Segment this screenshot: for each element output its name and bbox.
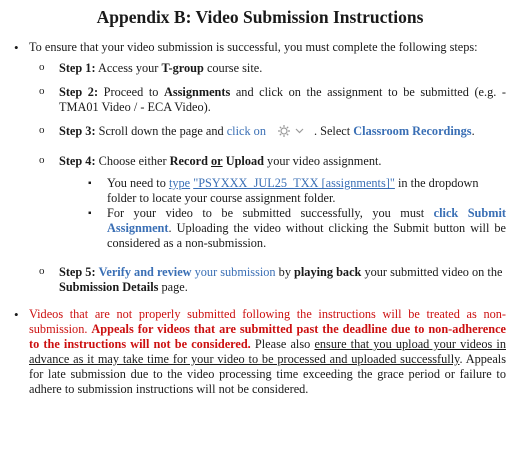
or-term: or — [211, 154, 223, 169]
playing-back-term: playing back — [294, 265, 362, 280]
warning-red-text: Videos that are not properly submitted following the instructions will be treated as non-submission. — [29, 307, 506, 337]
gear-icon — [276, 124, 306, 140]
click-submit-assignment-term: click Submit Assignment — [107, 206, 506, 236]
step-2-text-end: and click on the assignment to be submitted (e.g. - TMA01 Video / - ECA Video). — [59, 85, 506, 114]
warning-item — [14, 307, 506, 397]
step-5-text-mid: your submitted video on the — [361, 265, 503, 280]
step-2-text: Proceed to — [98, 85, 164, 99]
sub-1-text-end: in the dropdown folder to locate your course assignment folder. — [107, 176, 479, 206]
step-2 — [29, 85, 506, 115]
folder-name-link[interactable]: "PSYXXX_JUL25_TXX [assignments]" — [193, 176, 395, 191]
step-3-label: Step 3: — [59, 124, 96, 138]
warning-underlined-text: ensure that you upload your videos in advance as it may take time for your video to be processed and uploaded successfully — [29, 337, 506, 367]
step-5 — [29, 265, 506, 295]
step-5-text-end: page. — [158, 280, 188, 295]
your-submission-text: your submission — [191, 265, 276, 280]
verify-review-term: Verify and review — [98, 265, 192, 280]
step-4-text-end: your video assignment. — [263, 154, 382, 169]
warning-text-end: . Appeals for late submission due to the video processing time exceeding the grace period or failure to adhere to submission instructions will not be considered. — [29, 352, 507, 397]
step-3-text-end: . — [471, 124, 475, 138]
main-list — [14, 40, 506, 397]
step-4-label: Step 4: — [59, 154, 96, 169]
intro-text: To ensure that your video submission is successful, you must complete the following steps: — [29, 40, 478, 54]
steps-list — [29, 61, 506, 295]
sub-item-folder — [59, 176, 506, 206]
step-3-text: Scroll down the page and — [95, 124, 227, 138]
intro-item — [14, 40, 506, 295]
page-title: Appendix B: Video Submission Instructions — [96, 7, 424, 27]
submission-details-term: Submission Details — [59, 280, 159, 295]
classroom-recordings-term: Classroom Recordings — [353, 124, 472, 138]
step-1-text: Access your — [95, 61, 162, 75]
type-link[interactable]: type — [168, 176, 191, 191]
sub-2-text: For your video to be submitted successfully, you must — [107, 206, 434, 221]
step-4 — [29, 154, 506, 251]
warning-text: Please also — [250, 337, 315, 352]
step-1 — [29, 61, 506, 76]
t-group-term: T-group — [161, 61, 204, 75]
step-3-text-mid: . Select — [313, 124, 354, 138]
upload-term: Upload — [225, 154, 264, 169]
step-1-text-end: course site. — [203, 61, 263, 75]
step-4-sublist — [59, 176, 506, 251]
click-on-link[interactable]: click on — [226, 124, 266, 138]
sub-2-text-end: . Uploading the video without clicking the Submit button will be considered as a non-submission. — [107, 221, 506, 251]
step-5-label: Step 5: — [59, 265, 96, 280]
warning-red-bold-text: Appeals for videos that are submitted past the deadline due to non-adherence to the instructions will not be considered. — [29, 322, 506, 352]
step-5-text: by — [275, 265, 295, 280]
step-3 — [29, 124, 506, 140]
assignments-term: Assignments — [163, 85, 231, 99]
sub-item-submit — [59, 206, 506, 251]
step-4-text: Choose either — [95, 154, 170, 169]
step-2-label: Step 2: — [59, 85, 99, 99]
record-term: Record — [169, 154, 208, 169]
sub-1-text: You need to — [107, 176, 169, 191]
step-1-label: Step 1: — [59, 61, 96, 75]
